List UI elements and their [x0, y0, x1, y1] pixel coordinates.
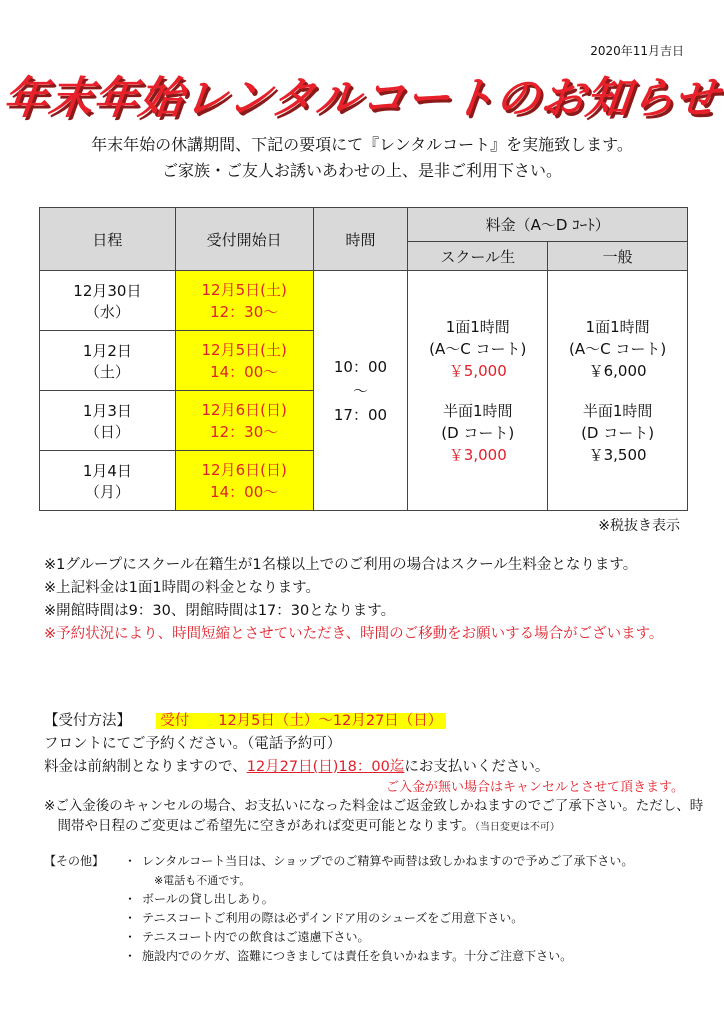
row-date: 1月2日 （土）: [40, 331, 176, 391]
list-item: ・ レンタルコート当日は、ショップでのご精算や両替は致しかねますので予めご了承下さい。: [124, 854, 634, 868]
issue-date: 2020年11月吉日: [590, 44, 684, 58]
prepay-deadline: 12月27日(日)18：00迄: [246, 759, 405, 775]
list-item: ・ 施設内でのケガ、盗難につきましては責任を負いかねます。十分ご注意下さい。: [124, 949, 573, 963]
header-date: 日程: [40, 208, 176, 271]
school-price-cell: 1面1時間 (A〜C コート) ￥5,000 半面1時間 (D コート) ￥3,000: [408, 271, 548, 511]
reception-section: [44, 710, 704, 838]
row-reception-start: 12月6日(日) 14：00〜: [175, 451, 313, 511]
notes-section: [44, 554, 694, 646]
note-opening-hours: ※開館時間は9：30、閉館時間は17：30となります。: [44, 603, 396, 619]
unpaid-note: ご入金が無い場合はキャンセルとさせて頂きます。: [386, 780, 684, 795]
other-list: [124, 852, 704, 966]
cancel-note: ※ご入金後のキャンセルの場合、お支払いになった料金はご返金致しかねますのでご了承下さい。ただし、時間帯や日程のご変更はご希望先に空きがあれば変更可能となります。（当日変更は不可）: [44, 798, 704, 834]
other-section: [44, 852, 704, 966]
intro-line-1: 年末年始の休講期間、下記の要項にて『レンタルコート』を実施致します。: [91, 135, 633, 154]
page-title: 年末年始レンタルコートのお知らせ: [0, 73, 723, 124]
header-school: スクール生: [408, 242, 548, 271]
reception-period: 受付 12月5日（土）〜12月27日（日）: [156, 713, 446, 729]
schedule-table: [39, 207, 688, 511]
tax-note: ※税抜き表示: [598, 518, 680, 534]
note-rate-unit: ※上記料金は1面1時間の料金となります。: [44, 580, 320, 596]
time-cell: 10：00 〜 17：00: [313, 271, 408, 511]
row-date: 1月4日 （月）: [40, 451, 176, 511]
list-item: ・ テニスコートご利用の際は必ずインドア用のシューズをご用意下さい。: [124, 911, 524, 925]
reception-label: 【受付方法】: [44, 713, 131, 729]
general-price-cell: 1面1時間 (A〜C コート) ￥6,000 半面1時間 (D コート) ￥3,500: [548, 271, 688, 511]
list-item: ・ テニスコート内での飲食はご遠慮下さい。: [124, 930, 370, 944]
note-school-rate: ※1グループにスクール在籍生が1名様以上でのご利用の場合はスクール生料金となります。: [44, 557, 638, 573]
row-reception-start: 12月6日(日) 12：30〜: [175, 391, 313, 451]
table-row: [40, 271, 688, 331]
header-general: 一般: [548, 242, 688, 271]
intro-text: [0, 132, 724, 184]
prepay-line: 料金は前納制となりますので、12月27日(日)18：00迄にお支払いください。: [44, 759, 550, 775]
phone-note: ※電話も不通です。: [154, 874, 251, 887]
row-reception-start: 12月5日(土) 12：30〜: [175, 271, 313, 331]
note-time-change: ※予約状況により、時間短縮とさせていただき、時間のご移動をお願いする場合がございます。: [44, 626, 664, 642]
other-label: 【その他】: [44, 854, 105, 868]
reception-front: フロントにてご予約ください。（電話予約可）: [44, 736, 342, 752]
row-reception-start: 12月5日(土) 14：00〜: [175, 331, 313, 391]
intro-line-2: ご家族・ご友人お誘いあわせの上、是非ご利用下さい。: [161, 161, 562, 180]
list-item: ・ ボールの貸し出しあり。: [124, 892, 274, 906]
header-reception: 受付開始日: [175, 208, 313, 271]
header-time: 時間: [313, 208, 408, 271]
row-date: 1月3日 （日）: [40, 391, 176, 451]
header-fee: 料金（A〜D ｺｰﾄ）: [408, 208, 688, 242]
row-date: 12月30日 （水）: [40, 271, 176, 331]
